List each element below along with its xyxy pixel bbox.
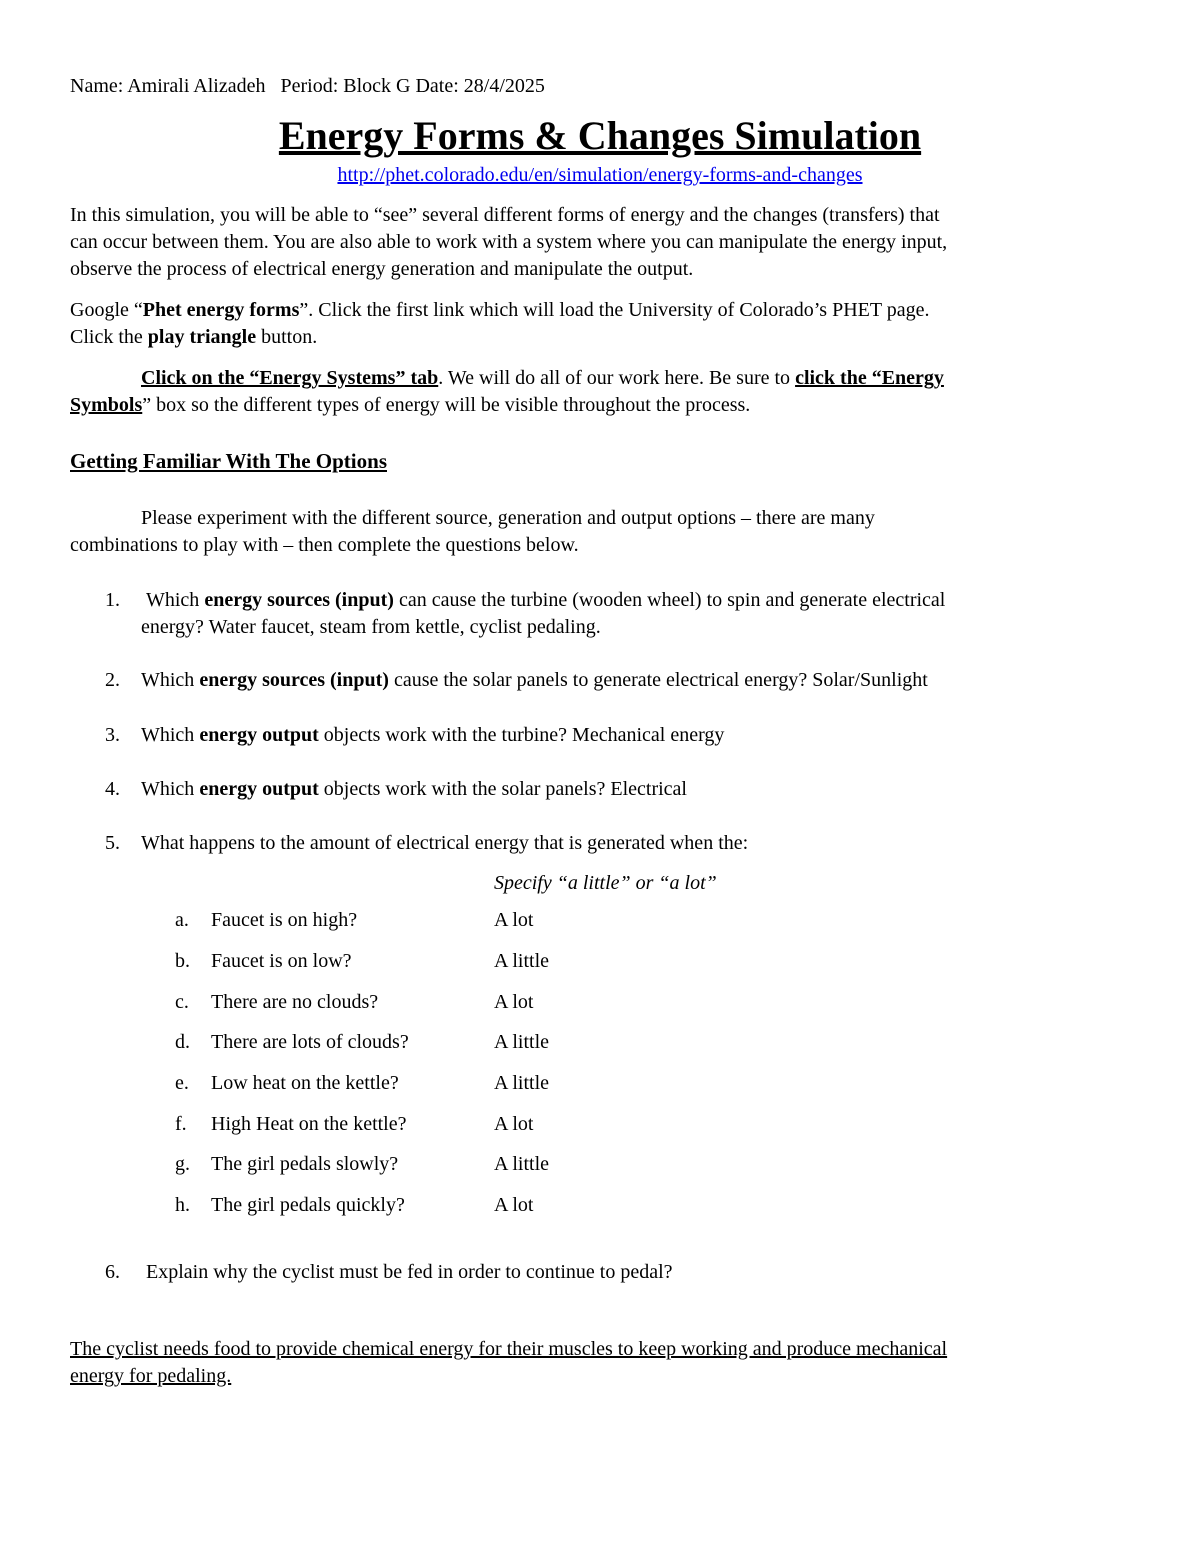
q1-post: can cause the turbine (wooden wheel) to spin and generate electrical <box>393 589 946 611</box>
question-3-number: 3. <box>105 724 120 746</box>
sub-letter-e: e. <box>175 1072 189 1094</box>
question-4-text <box>141 776 687 803</box>
click-text-1: . We will do all of our work here. Be sure to <box>438 367 796 389</box>
sub-answer-f: A lot <box>494 1113 534 1135</box>
sub-answer-e: A little <box>494 1072 549 1094</box>
energy-systems-tab-text: Click on the “Energy Systems” tab <box>141 367 439 389</box>
section-heading: Getting Familiar With The Options <box>70 449 387 473</box>
question-5-text: What happens to the amount of electrical energy that is generated when the: <box>141 832 749 854</box>
sub-answer-a: A lot <box>494 909 534 931</box>
sub-answer-h: A lot <box>494 1194 534 1216</box>
google-text-2: ”. Click the first link which will load the University of Colorado’s PHET page. <box>299 299 930 321</box>
sub-letter-f: f. <box>175 1113 187 1135</box>
q3-bold: energy output <box>199 724 319 746</box>
sub-question-e: Low heat on the kettle? <box>211 1072 399 1094</box>
sub-question-g: The girl pedals slowly? <box>211 1153 399 1175</box>
click-line-1 <box>141 365 944 392</box>
q1-pre: Which <box>146 589 205 611</box>
sub-letter-d: d. <box>175 1031 190 1053</box>
answer-line-2: energy for pedaling. <box>70 1365 232 1387</box>
student-name: Name: Amirali Alizadeh <box>70 75 266 97</box>
google-line-1 <box>70 297 929 324</box>
click-line-2 <box>70 392 750 419</box>
sub-answer-g: A little <box>494 1153 549 1175</box>
intro-line-2: can occur between them. You are also able to work with a system where you can manipulate the energy input, <box>70 231 948 253</box>
google-text-3: Click the <box>70 326 148 348</box>
specify-hint: Specify “a little” or “a lot” <box>494 872 717 894</box>
sub-question-d: There are lots of clouds? <box>211 1031 409 1053</box>
question-6-text: Explain why the cyclist must be fed in order to continue to pedal? <box>146 1261 673 1283</box>
google-line-2 <box>70 324 317 351</box>
question-1-line-1 <box>146 587 945 614</box>
intro-line-1: In this simulation, you will be able to “see” several different forms of energy and the changes (transfers) that <box>70 204 940 226</box>
google-text-1: Google “ <box>70 299 143 321</box>
page-title: Energy Forms & Changes Simulation <box>278 113 922 158</box>
experiment-line-2: combinations to play with – then complete the questions below. <box>70 534 579 556</box>
question-5-number: 5. <box>105 832 120 854</box>
question-2-text <box>141 667 928 694</box>
google-search-term: Phet energy forms <box>142 299 300 321</box>
sub-question-h: The girl pedals quickly? <box>211 1194 405 1216</box>
simulation-link[interactable] <box>0 162 1200 189</box>
sub-letter-b: b. <box>175 950 190 972</box>
question-6-number: 6. <box>105 1261 120 1283</box>
sub-question-a: Faucet is on high? <box>211 909 358 931</box>
question-3-text <box>141 722 724 749</box>
sub-question-c: There are no clouds? <box>211 991 379 1013</box>
question-1-line-2: energy? Water faucet, steam from kettle, cyclist pedaling. <box>141 616 601 638</box>
q3-pre: Which <box>141 724 200 746</box>
q4-post: objects work with the solar panels? Electrical <box>318 778 687 800</box>
sub-answer-d: A little <box>494 1031 549 1053</box>
question-2-number: 2. <box>105 669 120 691</box>
answer-line-1: The cyclist needs food to provide chemical energy for their muscles to keep working and produce mechanical <box>70 1338 948 1360</box>
experiment-line-1: Please experiment with the different source, generation and output options – there are many <box>141 507 875 529</box>
intro-line-3: observe the process of electrical energy generation and manipulate the output. <box>70 258 694 280</box>
q2-bold: energy sources (input) <box>199 669 389 691</box>
energy-symbols-text-a: click the “Energy <box>795 367 944 389</box>
q4-bold: energy output <box>199 778 319 800</box>
sub-letter-g: g. <box>175 1153 190 1175</box>
q2-pre: Which <box>141 669 200 691</box>
google-text-4: button. <box>256 326 318 348</box>
q2-post: cause the solar panels to generate electrical energy? Solar/Sunlight <box>388 669 928 691</box>
play-triangle-text: play triangle <box>147 326 257 348</box>
q4-pre: Which <box>141 778 200 800</box>
sub-letter-a: a. <box>175 909 189 931</box>
sub-answer-c: A lot <box>494 991 534 1013</box>
sub-letter-h: h. <box>175 1194 190 1216</box>
header-line <box>70 73 545 100</box>
question-1-number: 1. <box>105 589 120 611</box>
sub-letter-c: c. <box>175 991 189 1013</box>
sub-question-f: High Heat on the kettle? <box>211 1113 407 1135</box>
energy-symbols-text-b: Symbols <box>70 394 143 416</box>
q3-post: objects work with the turbine? Mechanical energy <box>318 724 725 746</box>
question-4-number: 4. <box>105 778 120 800</box>
sub-answer-b: A little <box>494 950 549 972</box>
simulation-link-text[interactable]: http://phet.colorado.edu/en/simulation/energy-forms-and-changes <box>337 164 863 186</box>
click-text-2: ” box so the different types of energy will be visible throughout the process. <box>142 394 751 416</box>
q1-bold: energy sources (input) <box>204 589 394 611</box>
sub-question-b: Faucet is on low? <box>211 950 352 972</box>
period-date: Period: Block G Date: 28/4/2025 <box>280 75 545 97</box>
